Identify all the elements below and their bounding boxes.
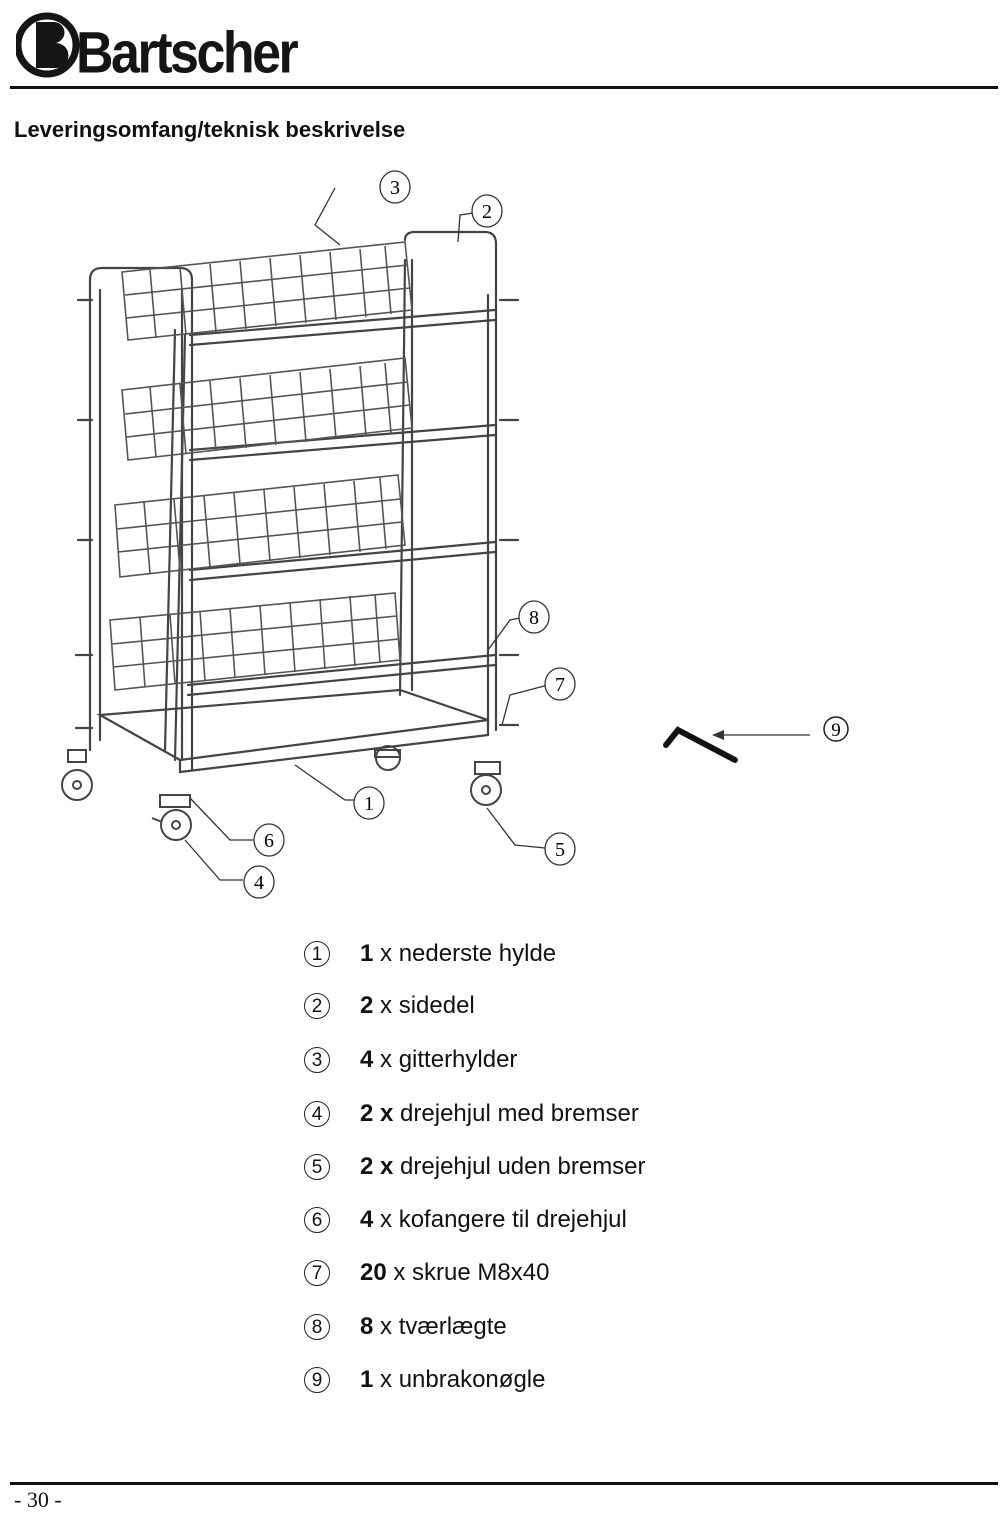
item-number: 4: [303, 1100, 331, 1128]
svg-text:4: 4: [254, 872, 264, 894]
parts-list-item: [303, 1151, 646, 1183]
callout-9: [824, 717, 848, 741]
item-number: 3: [303, 1046, 331, 1074]
brand-wordmark: Bartscher: [76, 21, 297, 87]
item-description: 2 x drejehjul med bremser: [360, 1100, 639, 1127]
item-description: 20 x skrue M8x40: [360, 1259, 550, 1286]
brand-logo: [16, 8, 297, 87]
wire-shelf-4: [110, 593, 400, 690]
item-number: 9: [303, 1366, 331, 1394]
item-description: 4 x kofangere til drejehjul: [360, 1206, 627, 1233]
callout-5: [545, 833, 575, 865]
parts-list-item: [303, 1204, 627, 1236]
parts-list-item: [303, 1098, 639, 1130]
callout-2: [472, 195, 502, 227]
svg-text:3: 3: [390, 177, 400, 199]
wire-shelf-1: [122, 242, 412, 340]
page-number: - 30 -: [14, 1487, 62, 1512]
castor-back-left: [375, 746, 400, 770]
svg-text:1: 1: [364, 793, 374, 815]
item-number: 2: [303, 992, 331, 1020]
svg-text:7: 7: [555, 674, 565, 696]
header-divider: [10, 86, 998, 89]
item-description: 1 x unbrakonøgle: [360, 1366, 546, 1393]
parts-list-item: [303, 1044, 517, 1076]
parts-list-item: [303, 1311, 507, 1343]
wire-shelf-3: [115, 475, 405, 577]
footer-divider: [10, 1482, 998, 1485]
page-title: Leveringsomfang/teknisk beskrivelse: [14, 117, 406, 142]
trolley-exploded-diagram: [40, 150, 860, 920]
castor-back-right: [471, 762, 501, 805]
item-description: 2 x sidedel: [360, 992, 475, 1019]
svg-text:8: 8: [529, 607, 539, 629]
callout-7: [545, 668, 575, 700]
brand-logo-mark: [16, 8, 80, 82]
parts-list-item: [303, 990, 475, 1022]
parts-list-item: [303, 938, 556, 970]
item-number: 1: [303, 940, 331, 968]
callout-3: [380, 171, 410, 203]
item-number: 5: [303, 1153, 331, 1181]
callout-4: [244, 866, 274, 898]
callout-6: [254, 824, 284, 856]
item-number: 7: [303, 1259, 331, 1287]
callout-8: [519, 601, 549, 633]
parts-list-item: [303, 1364, 545, 1396]
svg-text:2: 2: [482, 201, 492, 223]
svg-text:5: 5: [555, 839, 565, 861]
svg-text:6: 6: [264, 830, 274, 852]
item-description: 2 x drejehjul uden bremser: [360, 1153, 646, 1180]
item-description: 1 x nederste hylde: [360, 940, 557, 967]
castor-front-left: [62, 750, 92, 800]
castor-front-right: [152, 795, 191, 840]
svg-text:9: 9: [831, 720, 841, 741]
item-number: 6: [303, 1206, 331, 1234]
item-number: 8: [303, 1313, 331, 1341]
diagram-callouts: [244, 171, 848, 898]
callout-1: [354, 787, 384, 819]
bottom-shelf: [100, 690, 488, 760]
item-description: 4 x gitterhylder: [360, 1046, 518, 1073]
parts-list-item: [303, 1257, 549, 1289]
item-description: 8 x tværlægte: [360, 1313, 507, 1340]
